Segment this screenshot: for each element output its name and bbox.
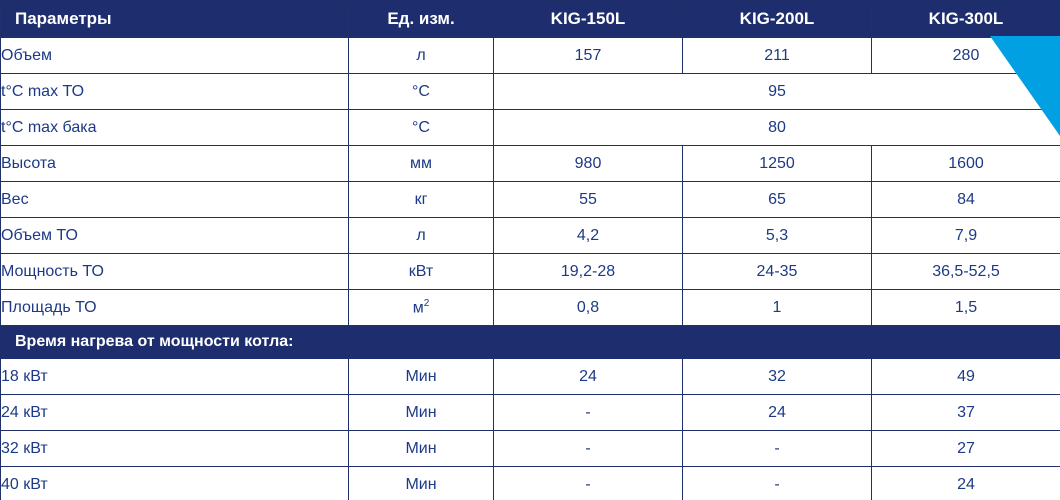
row-value: 280: [872, 38, 1060, 74]
row-unit: мм: [349, 146, 494, 182]
table-row: [1, 38, 1060, 74]
column-header-parameters: Параметры: [1, 1, 349, 38]
column-header-units: Ед. изм.: [349, 1, 494, 38]
row-label: 40 кВт: [1, 467, 349, 500]
table-row: [1, 182, 1060, 218]
column-header-kig-150l: KIG-150L: [494, 1, 683, 38]
row-unit: Мин: [349, 467, 494, 500]
row-value: -: [494, 431, 683, 467]
row-value: -: [494, 467, 683, 500]
row-label: t°C max бака: [1, 110, 349, 146]
table-row: [1, 290, 1060, 326]
row-value: 1: [683, 290, 872, 326]
table-row: [1, 146, 1060, 182]
row-label: t°C max ТО: [1, 74, 349, 110]
row-unit: л: [349, 218, 494, 254]
row-value: -: [683, 431, 872, 467]
section-header-row: [1, 326, 1060, 359]
row-value: 24-35: [683, 254, 872, 290]
row-label: Объем ТО: [1, 218, 349, 254]
row-value: 980: [494, 146, 683, 182]
table-row: [1, 74, 1060, 110]
row-value: 5,3: [683, 218, 872, 254]
table-row: [1, 254, 1060, 290]
table-header-row: [1, 1, 1060, 38]
row-value: 1600: [872, 146, 1060, 182]
row-unit: [349, 290, 494, 326]
row-unit: л: [349, 38, 494, 74]
unit-superscript: 2: [423, 297, 430, 309]
table-row: [1, 218, 1060, 254]
row-label: Мощность ТО: [1, 254, 349, 290]
row-label: Объем: [1, 38, 349, 74]
row-value: 65: [683, 182, 872, 218]
row-value: 55: [494, 182, 683, 218]
row-value: 24: [494, 359, 683, 395]
table-row: [1, 395, 1060, 431]
row-value: -: [494, 395, 683, 431]
row-unit: Мин: [349, 395, 494, 431]
row-value: -: [683, 467, 872, 500]
table-row: [1, 467, 1060, 500]
row-value: 27: [872, 431, 1060, 467]
table-row: [1, 110, 1060, 146]
table-row: [1, 431, 1060, 467]
row-label: Вес: [1, 182, 349, 218]
row-value-merged: 95: [494, 74, 1060, 110]
column-header-kig-300l: KIG-300L: [872, 1, 1060, 38]
row-value: 36,5-52,5: [872, 254, 1060, 290]
row-value: 7,9: [872, 218, 1060, 254]
row-unit: кВт: [349, 254, 494, 290]
row-value: 4,2: [494, 218, 683, 254]
row-unit: кг: [349, 182, 494, 218]
section-title: Время нагрева от мощности котла:: [1, 326, 1060, 359]
row-value: 157: [494, 38, 683, 74]
row-value: 1,5: [872, 290, 1060, 326]
column-header-kig-200l: KIG-200L: [683, 1, 872, 38]
row-value: 32: [683, 359, 872, 395]
row-unit: °C: [349, 74, 494, 110]
row-unit: °C: [349, 110, 494, 146]
row-label: 32 кВт: [1, 431, 349, 467]
row-value: 24: [683, 395, 872, 431]
row-label: 24 кВт: [1, 395, 349, 431]
row-value: 1250: [683, 146, 872, 182]
row-value: 84: [872, 182, 1060, 218]
row-unit: Мин: [349, 431, 494, 467]
row-unit: Мин: [349, 359, 494, 395]
row-value-merged: 80: [494, 110, 1060, 146]
row-value: 24: [872, 467, 1060, 500]
row-label: Высота: [1, 146, 349, 182]
row-label: 18 кВт: [1, 359, 349, 395]
row-value: 211: [683, 38, 872, 74]
row-value: 19,2-28: [494, 254, 683, 290]
row-label: Площадь ТО: [1, 290, 349, 326]
table-row: [1, 359, 1060, 395]
row-value: 37: [872, 395, 1060, 431]
row-value: 49: [872, 359, 1060, 395]
unit-base: м: [412, 299, 424, 317]
row-value: 0,8: [494, 290, 683, 326]
